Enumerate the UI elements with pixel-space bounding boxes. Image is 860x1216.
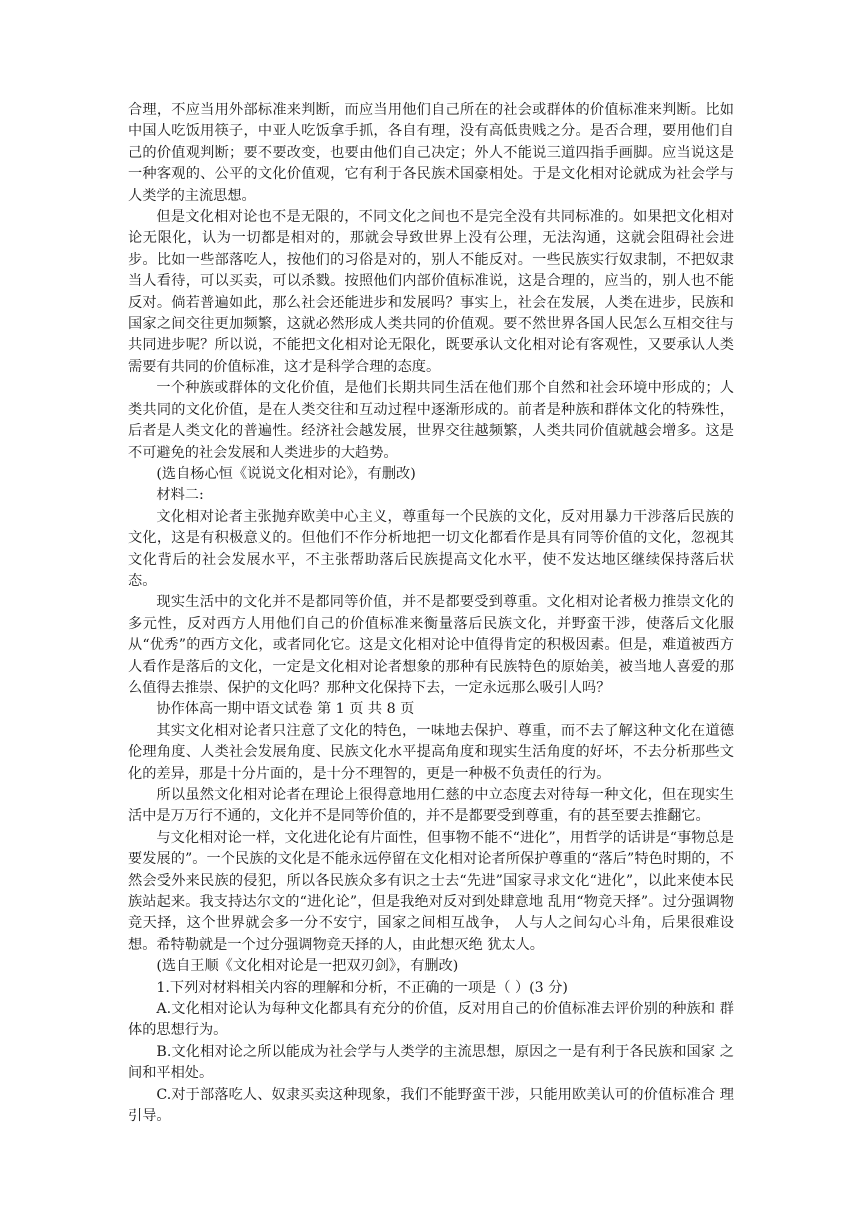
- paragraph-5: 现实生活中的文化并不是都同等价值，并不是都要受到尊重。文化相对论者极力推崇文化的多元性，反对西方人用他们自己的价值标准来衡量落后民族文化，并野蛮干涉，使落后文化服从“优秀”的西方文化，或者同化它。这是文化相对论中值得肯定的积极因素。但是，难道被西方人看作是落后的文化，一定是文化相对论者想象的那种有民族特色的原始美，被当地人喜爱的那么值得去推崇、保护的文化吗？那种文化保持下去，一定永远那么吸引人吗？: [128, 594, 734, 696]
- option-b: B.文化相对论之所以能成为社会学与人类学的主流思想，原因之一是有利于各民族和国家 之间和平相处。: [128, 1043, 734, 1082]
- paragraph-1: 合理，不应当用外部标准来判断，而应当用他们自己所在的社会或群体的价值标准来判断。比如中国人吃饭用筷子，中亚人吃饭拿手抓，各自有理，没有高低贵贱之分。是否合理，要用他们自己的价值观判断；要不要改变，也要由他们自己决定；外人不能说三道四指手画脚。应当说这是一种客观的、公平的文化价值观，它有利于各民族术国豪相处。于是文化相对论就成为社会学与人类学的主流思想。: [128, 102, 734, 204]
- question-stem: 1.下列对材料相关内容的理解和分析，不正确的一项是（ ）(3 分): [156, 979, 568, 996]
- document-page: [128, 100, 734, 1128]
- source-citation-1: (选自杨心恒《说说文化相对论》，有删改): [156, 465, 416, 482]
- source-citation-2: (选自王顺《文化相对论是一把双刃剑》，有删改): [156, 958, 459, 975]
- paragraph-6: 其实文化相对论者只注意了文化的特色，一味地去保护、尊重，而不去了解这种文化在道德伦理角度、人类社会发展角度、民族文化水平提高角度和现实生活角度的好坏，不去分析那些文化的差异，那是十分片面的，是十分不理智的，更是一种极不负责任的行为。: [128, 722, 734, 782]
- paragraph-3: 一个种族或群体的文化价值，是他们长期共同生活在他们那个自然和社会环境中形成的；人类共同的文化价值，是在人类交往和互动过程中逐渐形成的。前者是种族和群体文化的特殊性，后者是人类文化的普遍性。经济社会越发展，世界交往越频繁，人类共同价值就越会增多。这是不可避免的社会发展和人类进步的大趋势。: [128, 380, 734, 461]
- paragraph-4: 文化相对论者主张抛弃欧美中心主义，尊重每一个民族的文化，反对用暴力干涉落后民族的文化，这是有积极意义的。但他们不作分析地把一切文化都看作是具有同等价值的文化，忽视其文化背后的社会发展水平，不主张帮助落后民族提高文化水平，使不发达地区继续保持落后状态。: [128, 508, 734, 589]
- material-2-heading: 材料二:: [156, 487, 204, 504]
- option-a: A.文化相对论认为每种文化都具有充分的价值，反对用自己的价值标准去评价别的种族和 群体的思想行为。: [128, 1001, 734, 1039]
- paragraph-7: 所以虽然文化相对论者在理论上很得意地用仁慈的中立态度去对待每一种文化，但在现实生活中是万万行不通的，文化并不是同等价值的，并不是都要受到尊重，有的甚至要去推翻它。: [128, 787, 734, 825]
- page-footer: 协作体高一期中语文试卷 第 1 页 共 8 页: [156, 701, 415, 718]
- option-c: C.对于部落吃人、奴隶买卖这种现象，我们不能野蛮干涉，只能用欧美认可的价值标准合 理引导。: [128, 1086, 734, 1125]
- paragraph-8: 与文化相对论一样，文化进化论有片面性，但事物不能不“进化”，用哲学的话讲是“事物总是要发展的”。一个民族的文化是不能永远停留在文化相对论者所保护尊重的“落后”特色时期的，不然会受外来民族的侵犯，所以各民族众多有识之士去“先进”国家寻求文化“进化”，以此来使本民族站起来。我支持达尔文的“进化论”，但是我绝对反对到处肆意地 乱用“物竞天择”。过分强调物竞天择，这个世界就会多一分不安宁，国家之间相互战争， 人与人之间勾心斗角，后果很难设想。希特勒就是一个过分强调物竞天择的人，由此想灭绝 犹太人。: [128, 829, 734, 953]
- paragraph-2: 但是文化相对论也不是无限的，不同文化之间也不是完全没有共同标准的。如果把文化相对论无限化，认为一切都是相对的，那就会导致世界上没有公理，无法沟通，这就会阻碍社会进步。比如一些部落吃人，按他们的习俗是对的，别人不能反对。一些民族实行奴隶制，不把奴隶当人看待，可以买卖，可以杀戮。按照他们内部价值标准说，这是合理的，应当的，别人也不能反对。倘若普遍如此，那么社会还能进步和发展吗？事实上，社会在发展，人类在进步，民族和国家之间交往更加频繁，这就必然形成人类共同的价值观。要不然世界各国人民怎么互相交往与共同进步呢？所以说，不能把文化相对论无限化，既要承认文化相对论有客观性，又要承认人类需要有共同的价值标准，这才是科学合理的态度。: [128, 209, 734, 375]
